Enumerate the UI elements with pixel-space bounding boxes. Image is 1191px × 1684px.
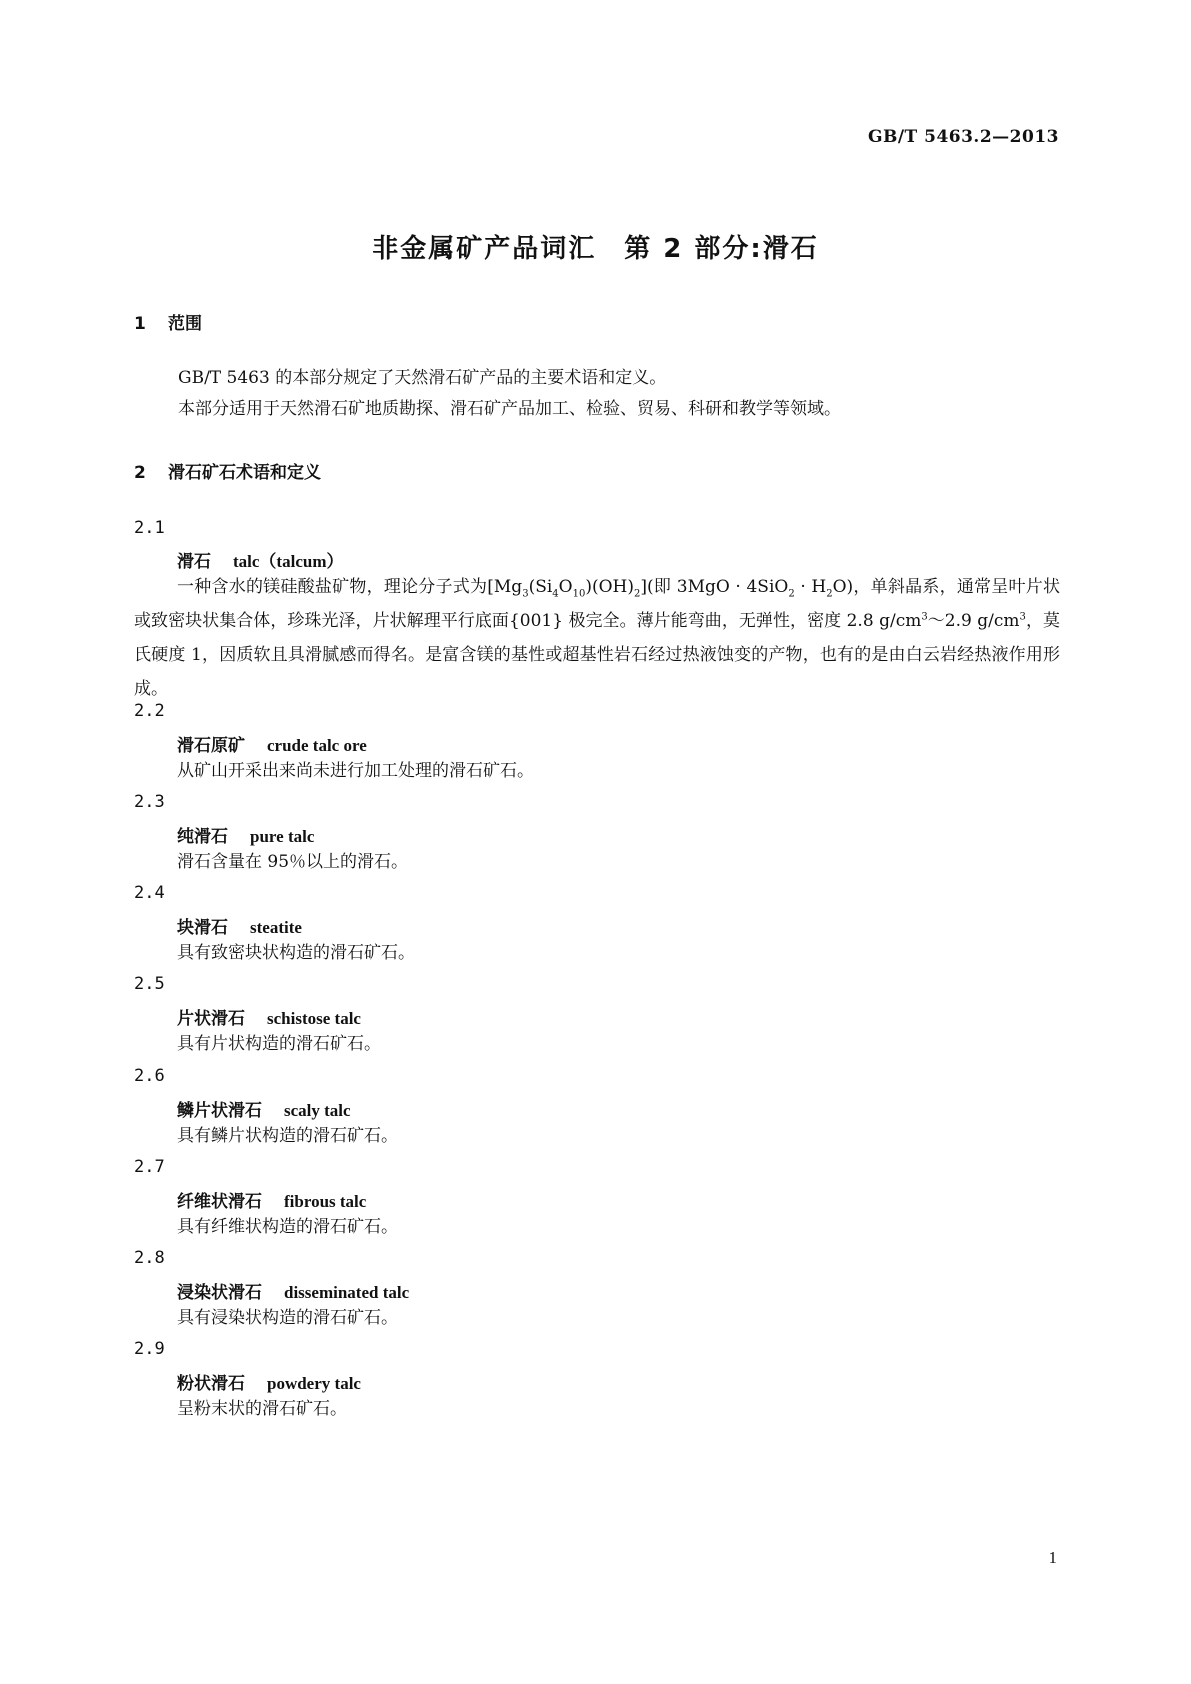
term-chinese: 块滑石 <box>177 918 228 938</box>
term-number: 2.8 <box>134 1248 165 1268</box>
term-heading <box>177 913 302 938</box>
term-chinese: 滑石 <box>177 552 211 572</box>
term-chinese: 鳞片状滑石 <box>177 1101 262 1121</box>
scope-paragraph-2: 本部分适用于天然滑石矿地质勘探、滑石矿产品加工、检验、贸易、科研和教学等领域。 <box>178 399 841 419</box>
term-heading <box>177 1096 351 1121</box>
section-heading-terms <box>134 458 321 483</box>
section-title: 滑石矿石术语和定义 <box>168 463 321 483</box>
term-english: disseminated talc <box>284 1283 410 1302</box>
section-heading-scope <box>134 309 202 334</box>
term-chinese: 纤维状滑石 <box>177 1192 262 1212</box>
term-english: pure talc <box>250 827 315 846</box>
term-definition: 具有片状构造的滑石矿石。 <box>177 1034 381 1054</box>
section-number: 1 <box>134 314 146 334</box>
term-definition: 呈粉末状的滑石矿石。 <box>177 1399 347 1419</box>
term-english: talc（talcum） <box>233 552 344 571</box>
term-heading <box>177 1187 366 1212</box>
document-title: 非金属矿产品词汇 第 2 部分:滑石 <box>372 234 819 264</box>
term-number: 2.7 <box>134 1157 165 1177</box>
term-chinese: 纯滑石 <box>177 827 228 847</box>
term-heading <box>177 822 314 847</box>
term-heading <box>177 1278 409 1303</box>
term-english: scaly talc <box>284 1101 351 1120</box>
term-definition: 具有致密块状构造的滑石矿石。 <box>177 943 415 963</box>
page-number: 1 <box>1048 1548 1057 1567</box>
term-heading <box>177 731 367 756</box>
term-definition: 具有浸染状构造的滑石矿石。 <box>177 1308 398 1328</box>
term-number: 2.9 <box>134 1339 165 1359</box>
term-chinese: 粉状滑石 <box>177 1374 245 1394</box>
term-definition: 滑石含量在 95％以上的滑石。 <box>177 852 409 872</box>
section-title: 范围 <box>168 314 202 334</box>
term-heading <box>177 1004 361 1029</box>
term-english: fibrous talc <box>284 1192 367 1211</box>
term-number: 2.4 <box>134 883 165 903</box>
term-definition: 具有纤维状构造的滑石矿石。 <box>177 1217 398 1237</box>
term-definition: 从矿山开采出来尚未进行加工处理的滑石矿石。 <box>177 761 534 781</box>
term-number: 2.2 <box>134 701 165 721</box>
term-english: steatite <box>250 918 302 937</box>
term-heading <box>177 1369 361 1394</box>
term-number: 2.3 <box>134 792 165 812</box>
term-number: 2.1 <box>134 518 165 538</box>
term-definition: 一种含水的镁硅酸盐矿物，理论分子式为$[Mg_3(Si_4O_{10})(OH)_2]$(即 $3MgO \cdot 4SiO_2 \cdot H_2O$)，单斜晶系，通常呈叶片状或致密块状集合体，珍珠光泽，片状解理平行底面{001} 极完全。薄片能弯曲，无弹性，密度 2.8 $g/cm^3\sim 2.9$ $g/cm^3$，莫氏硬度 1，因质软且具滑腻感而得名。是富含镁的基性或超基性岩石经过热液蚀变的产物，也有的是由白云岩经热液作用形成。 <box>134 577 1061 699</box>
term-number: 2.5 <box>134 974 165 994</box>
section-number: 2 <box>134 463 146 483</box>
term-number: 2.6 <box>134 1066 165 1086</box>
term-chinese: 滑石原矿 <box>177 736 245 756</box>
standard-code: GB/T 5463.2—2013 <box>867 127 1059 147</box>
term-heading <box>177 547 343 572</box>
term-english: schistose talc <box>267 1009 361 1028</box>
term-english: powdery talc <box>267 1374 361 1393</box>
term-definition: 具有鳞片状构造的滑石矿石。 <box>177 1126 398 1146</box>
term-chinese: 浸染状滑石 <box>177 1283 262 1303</box>
term-english: crude talc ore <box>267 736 367 755</box>
term-chinese: 片状滑石 <box>177 1009 245 1029</box>
scope-paragraph-1: GB/T 5463 的本部分规定了天然滑石矿产品的主要术语和定义。 <box>178 368 667 388</box>
